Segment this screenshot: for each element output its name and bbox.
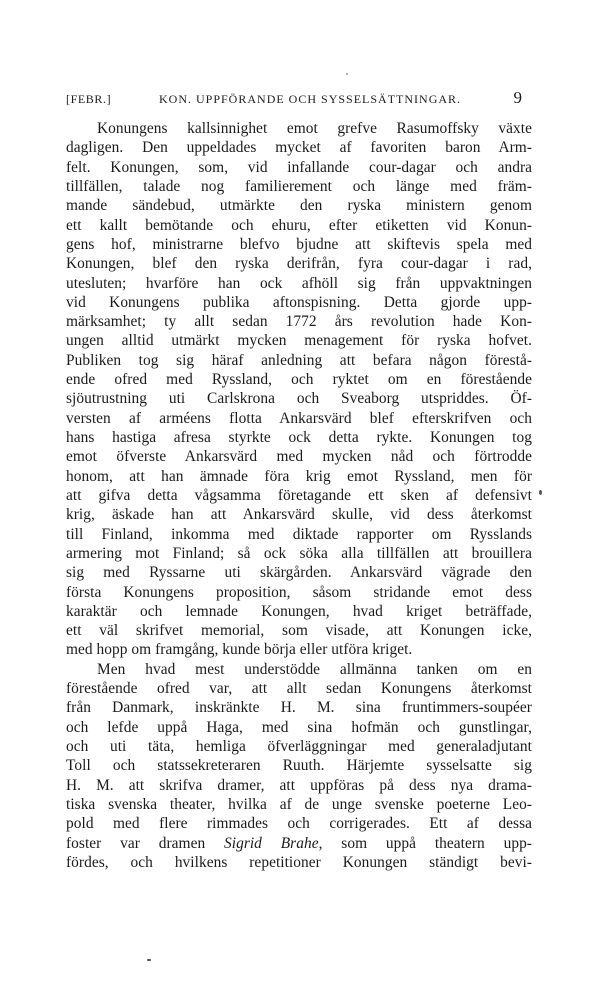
text-line: tillfällen, talade nog familierement och länge med främ- [66,177,532,195]
text-line: vid Konungens publika aftonspisning. Detta gjorde upp- [66,293,532,311]
print-speck [346,73,348,75]
text-segment: , som uppå theatern upp- [318,834,532,852]
text-line: Publiken tog sig häraf anledning att befara någon förestå- [66,351,532,369]
print-speck [147,959,151,961]
text-line: och uti täta, hemliga öfverläggningar med generaladjutant [66,738,532,755]
text-line: till Finland, inkomma med diktade rapporter om Rysslands [66,525,532,543]
text-line: Konungens kallsinnighet emot grefve Rasumoffsky växte [97,120,532,137]
text-line: utesluten; hvarföre han ock afhöll sig från uppvaktningen [66,274,532,292]
text-line: och lefde uppå Haga, med sina hofmän och gunstlingar, [66,718,532,736]
text-line: emot öfverste Ankarsvärd med mycken nåd och förtrodde [66,448,532,466]
text-line: med hopp om framgång, kunde börja eller utföra kriget. [66,641,413,659]
text-line: mande sändebud, utmärkte den ryska ministern genom [66,197,532,215]
text-line: krig, äskade han att Ankarsvärd skulle, vid dess återkomst [66,506,532,524]
text-line: hans hastiga afresa styrkte ock detta rykte. Konungen tog [66,429,532,446]
text-line: sjöutrustning uti Carlskrona och Sveaborg utspriddes. Öf- [66,390,532,408]
running-header [66,88,522,110]
text-line: att gifva detta vågsamma företagande ett sken af defensivt [66,486,532,504]
text-line: från Danmark, inskränkte H. M. sina fruntimmers-soupéer [66,699,532,717]
page-number: 9 [513,88,522,107]
text-line: ett kallt bemötande och ehuru, efter etiketten vid Konun- [66,216,532,234]
drama-title: Sigrid Brahe [224,834,319,852]
text-line: fördes, och hvilkens repetitioner Konungen ständigt bevi- [66,853,532,871]
text-line: förestående ofred var, att allt sedan Konungens återkomst [66,680,532,698]
print-speck [539,490,542,495]
text-line: Konungen, blef den ryska derifrån, fyra cour-dagar i rad, [66,255,532,273]
text-line: honom, att han ämnade föra krig emot Ryssland, men för [66,467,532,485]
text-line: första Konungens proposition, såsom stridande emot dess [66,583,532,601]
text-line: versten af arméens flotta Ankarsvärd blef efterskrifven och [66,409,532,427]
text-line: sig med Ryssarne uti skärgården. Ankarsvärd vägrade den [66,564,532,582]
text-line [66,834,532,853]
text-line: gens hof, ministrarne blefvo bjudne att skiftevis spela med [66,235,532,253]
text-line: märksamhet; ty allt sedan 1772 års revolution hade Kon- [66,313,532,331]
text-line: ungen alltid utmärkt mycken menagement för ryska hofvet. [66,332,532,350]
header-section: [FEBR.] [66,92,112,106]
text-line: dagligen. Den uppeldades mycket af favoriten baron Arm- [66,139,532,157]
header-title: KON. UPPFÖRANDE OCH SYSSELSÄTTNINGAR. [159,92,462,106]
text-line: ende ofred med Ryssland, och ryktet om en förestående [66,371,532,389]
text-segment: foster var dramen [66,834,224,852]
text-line: armering mot Finland; så ock söka alla tillfällen att brouillera [66,544,532,562]
text-line: Men hvad mest understödde allmänna tanken om en [97,660,532,678]
text-line: H. M. att skrifva dramer, att uppföras på dess nya drama- [66,776,532,794]
text-line: Toll och statssekreteraren Ruuth. Härjemte sysselsatte sig [66,757,532,775]
text-line: ett väl skrifvet memorial, som visade, att Konungen icke, [66,622,532,640]
body-text [66,119,532,872]
text-line: pold med flere rimmades och corrigerades. Ett af dessa [66,815,532,833]
text-line: felt. Konungen, som, vid infallande cour-dagar och andra [66,158,532,176]
text-line: karaktär och lemnade Konungen, hvad kriget beträffade, [66,602,532,620]
text-line: tiska svenska theater, hvilka af de unge svenske poeterne Leo- [66,795,532,813]
